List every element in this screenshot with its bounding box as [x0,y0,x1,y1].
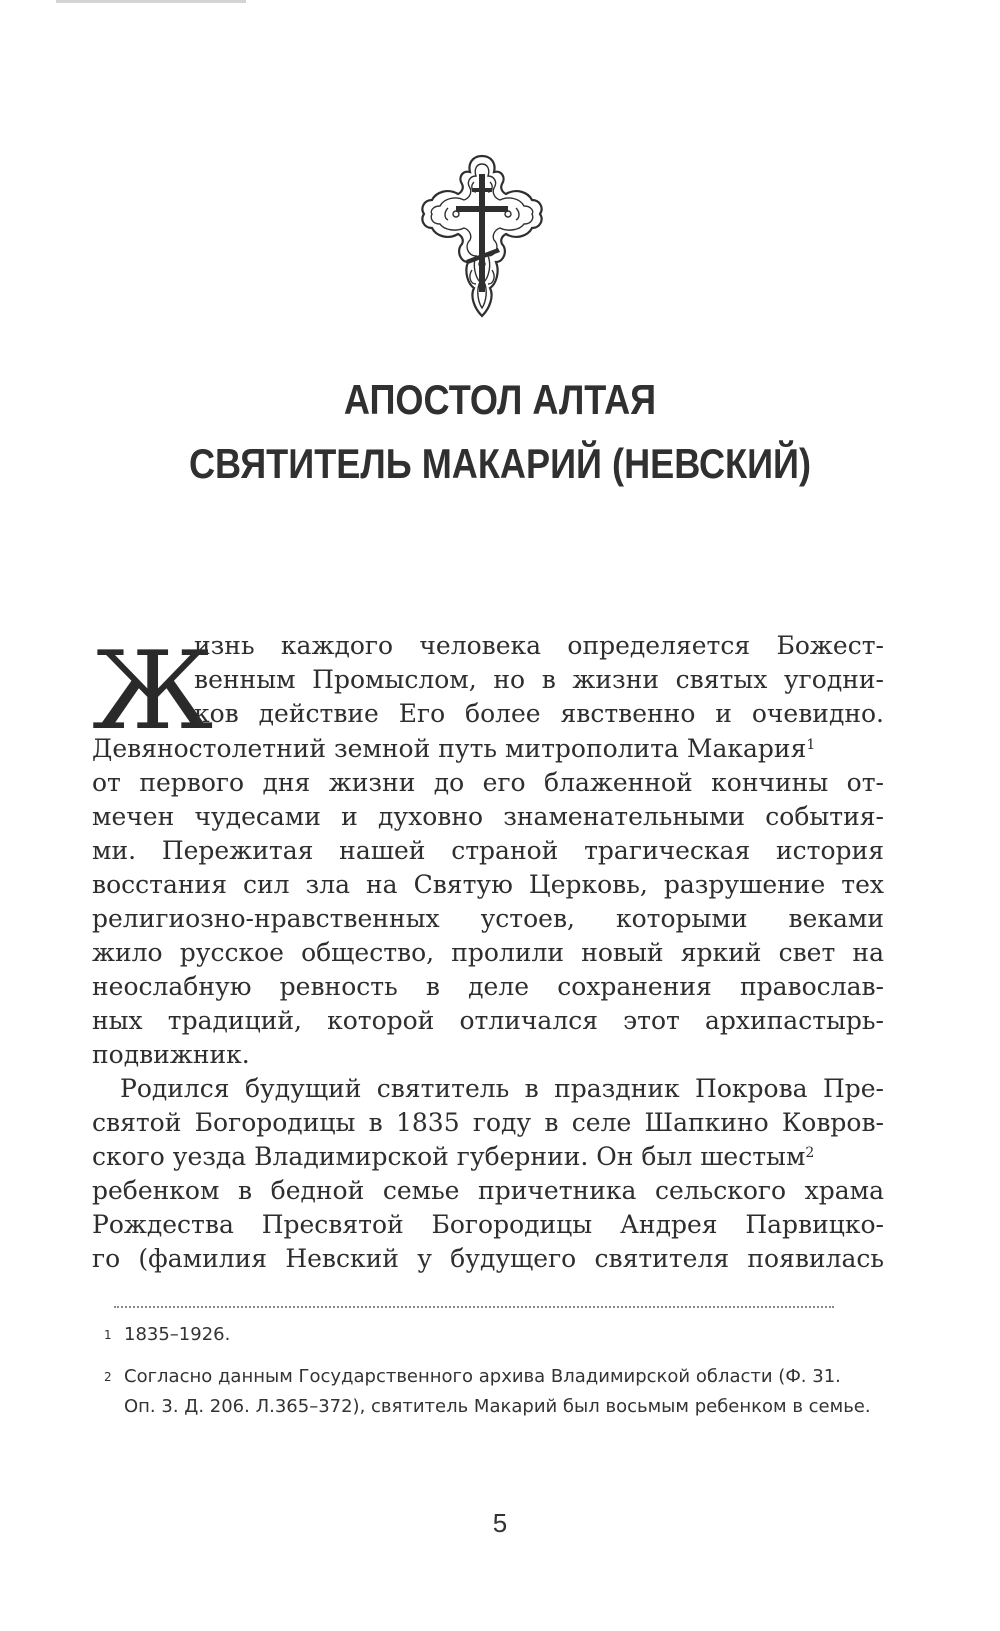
footnote-mark-1: 1 [104,1328,112,1342]
text-line: го (фамилия Невский у будущего святителя появилась [92,1244,884,1273]
text-line [92,1139,884,1174]
text-line: ков действие Его более явственно и очевидно. [194,699,884,728]
footnote-2-text-line-1: Согласно данным Государственного архива Владимирской области (Ф. 31. [124,1366,841,1387]
footnote-2-text-line-2: Оп. 3. Д. 206. Л.365–372), святитель Макарий был восьмым ребенком в семье. [124,1396,871,1417]
drop-cap: Ж [92,629,214,754]
text-line: венным Промыслом, но в жизни святых угодни- [194,665,884,694]
text-line: восстания сил зла на Святую Церковь, разрушение тех [92,870,884,899]
footnote-mark-2: 2 [104,1370,112,1384]
text-line: религиозно-нравственных устоев, которыми веками [92,904,884,933]
text-line: жило русское общество, пролили новый яркий свет на [92,938,884,967]
chapter-title-line-2: СВЯТИТЕЛЬ МАКАРИЙ (НЕВСКИЙ) [188,440,812,487]
text-line: ных традиций, которой отличался этот архипастырь- [92,1006,884,1035]
text-line: неослабную ревность в деле сохранения православ- [92,972,884,1001]
text-line: святой Богородицы в 1835 году в селе Шапкино Ковров- [92,1108,884,1137]
page-number: 5 [492,1508,508,1538]
page-edge-rule [56,0,246,3]
text-line: от первого дня жизни до его блаженной кончины от- [92,768,884,797]
footnote-ref-2[interactable]: 2 [805,1145,815,1161]
text-line: подвижник. [92,1040,250,1069]
orthodox-cross-icon [418,152,546,320]
footnote-divider [114,1306,834,1308]
chapter-title-line-1: АПОСТОЛ АЛТАЯ [343,376,657,423]
text-span: ского уезда Владимирской губернии. Он был шестым [92,1142,806,1171]
text-line: мечен чудесами и духовно знаменательными события- [92,802,884,831]
text-line: изнь каждого человека определяется Божест- [194,631,884,660]
footnote-1-text: 1835–1926. [124,1324,231,1345]
footnote-ref-1[interactable]: 1 [806,737,816,753]
text-line: ребенком в бедной семье причетника сельского храма [92,1176,884,1205]
text-line: Рождества Пресвятой Богородицы Андрея Парвицко- [92,1210,884,1239]
text-line: Родился будущий святитель в праздник Покрова Пре- [120,1074,884,1103]
text-span: Девяностолетний земной путь митрополита Макария [92,734,807,763]
text-line: ми. Пережитая нашей страной трагическая история [92,836,884,865]
text-line [92,731,882,766]
